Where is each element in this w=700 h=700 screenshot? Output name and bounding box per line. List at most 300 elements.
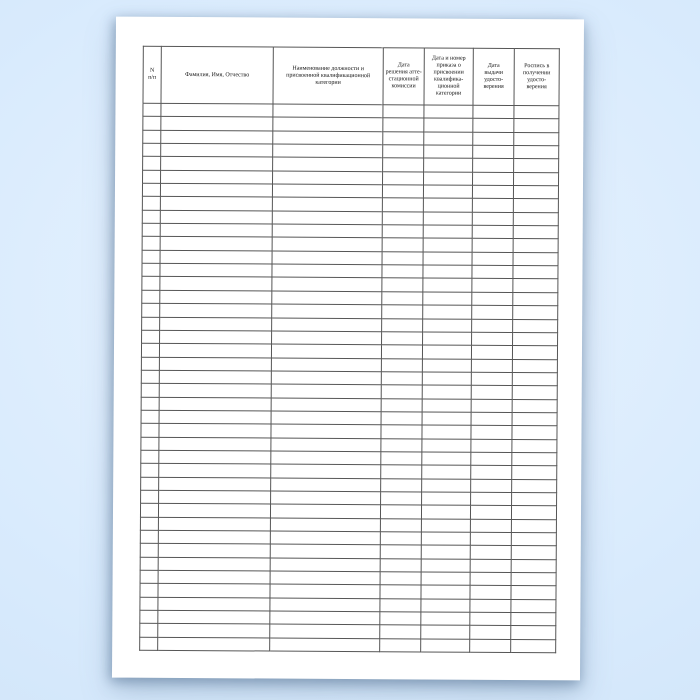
table-cell: [273, 144, 383, 158]
table-cell: [142, 303, 160, 316]
table-cell: [473, 105, 514, 119]
table-cell: [470, 546, 511, 560]
table-cell: [511, 546, 556, 560]
table-cell: [160, 250, 272, 264]
table-cell: [140, 624, 158, 637]
table-cell: [270, 624, 380, 638]
table-cell: [472, 225, 513, 239]
table-cell: [512, 452, 557, 466]
table-cell: [380, 558, 421, 572]
table-cell: [159, 464, 271, 478]
table-cell: [161, 157, 273, 171]
table-cell: [142, 237, 160, 250]
table-cell: [471, 439, 512, 453]
table-cell: [421, 519, 470, 533]
table-cell: [421, 599, 470, 613]
table-header: [143, 46, 559, 106]
table-cell: [142, 277, 160, 290]
table-cell: [514, 106, 559, 120]
table-cell: [470, 612, 511, 626]
table-cell: [471, 399, 512, 413]
table-cell: [158, 517, 270, 531]
table-cell: [271, 438, 381, 452]
table-cell: [380, 505, 421, 519]
table-cell: [512, 372, 557, 386]
table-cell: [141, 450, 159, 463]
table-cell: [423, 318, 472, 332]
table-cell: [158, 610, 270, 624]
table-cell: [142, 210, 160, 223]
table-cell: [421, 559, 470, 573]
table-cell: [272, 318, 382, 332]
table-cell: [272, 224, 382, 238]
table-cell: [423, 225, 472, 239]
table-cell: [513, 266, 558, 280]
table-cell: [424, 158, 473, 172]
table-cell: [471, 412, 512, 426]
table-cell: [273, 117, 383, 131]
table-cell: [158, 557, 270, 571]
table-cell: [470, 519, 511, 533]
table-cell: [159, 490, 271, 504]
table-cell: [424, 172, 473, 186]
table-cell: [473, 145, 514, 159]
table-cell: [159, 384, 271, 398]
table-cell: [381, 425, 422, 439]
table-cell: [512, 399, 557, 413]
table-cell: [159, 357, 271, 371]
table-cell: [423, 332, 472, 346]
table-cell: [381, 478, 422, 492]
table-cell: [143, 143, 161, 156]
table-cell: [472, 332, 513, 346]
table-cell: [512, 426, 557, 440]
table-cell: [424, 145, 473, 159]
table-cell: [513, 226, 558, 240]
table-cell: [382, 251, 423, 265]
table-cell: [161, 143, 273, 157]
table-cell: [422, 399, 471, 413]
table-cell: [271, 358, 381, 372]
table-cell: [513, 279, 558, 293]
table-cell: [160, 210, 272, 224]
table-cell: [160, 277, 272, 291]
table-cell: [472, 319, 513, 333]
table-cell: [270, 611, 380, 625]
table-cell: [513, 319, 558, 333]
table-cell: [472, 239, 513, 253]
table-cell: [422, 465, 471, 479]
table-cell: [422, 425, 471, 439]
table-cell: [272, 331, 382, 345]
table-cell: [513, 306, 558, 320]
table-cell: [140, 637, 158, 650]
table-cell: [142, 197, 160, 210]
table-cell: [380, 638, 421, 652]
table-cell: [471, 345, 512, 359]
table-cell: [159, 450, 271, 464]
table-cell: [381, 465, 422, 479]
table-cell: [270, 558, 380, 572]
table-cell: [143, 130, 161, 143]
table-cell: [143, 170, 161, 183]
table-cell: [471, 466, 512, 480]
table-cell: [511, 533, 556, 547]
table-cell: [159, 410, 271, 424]
table-cell: [422, 439, 471, 453]
table-cell: [158, 530, 270, 544]
table-cell: [382, 318, 423, 332]
table-cell: [159, 397, 271, 411]
table-cell: [143, 103, 161, 116]
table-cell: [511, 639, 556, 653]
table-cell: [140, 544, 158, 557]
table-cell: [158, 584, 270, 598]
table-cell: [142, 330, 160, 343]
table-cell: [380, 545, 421, 559]
table-cell: [423, 212, 472, 226]
table-cell: [472, 265, 513, 279]
table-cell: [514, 119, 559, 133]
table-cell: [512, 386, 557, 400]
table-cell: [472, 172, 513, 186]
table-cell: [423, 265, 472, 279]
table-cell: [141, 343, 159, 356]
table-cell: [513, 172, 558, 186]
table-cell: [513, 212, 558, 226]
table-cell: [382, 305, 423, 319]
table-cell: [141, 370, 159, 383]
table-cell: [160, 304, 272, 318]
table-cell: [160, 237, 272, 251]
table-cell: [270, 504, 380, 518]
table-cell: [470, 586, 511, 600]
table-cell: [272, 264, 382, 278]
table-row: [140, 637, 556, 653]
table-cell: [271, 371, 381, 385]
table-cell: [422, 372, 471, 386]
table-cell: [511, 613, 556, 627]
attestation-table: [139, 46, 560, 654]
table-cell: [140, 557, 158, 570]
table-cell: [272, 278, 382, 292]
table-cell: [382, 198, 423, 212]
table-cell: [383, 118, 424, 132]
table-cell: [424, 118, 473, 132]
table-cell: [141, 397, 159, 410]
table-cell: [380, 625, 421, 639]
table-cell: [472, 305, 513, 319]
table-cell: [270, 571, 380, 585]
table-cell: [422, 358, 471, 372]
table-cell: [472, 185, 513, 199]
table-cell: [160, 290, 272, 304]
table-cell: [142, 223, 160, 236]
table-cell: [470, 532, 511, 546]
table-cell: [271, 384, 381, 398]
table-cell: [270, 598, 380, 612]
table-cell: [514, 132, 559, 146]
table-cell: [381, 345, 422, 359]
table-cell: [423, 305, 472, 319]
table-cell: [512, 412, 557, 426]
table-cell: [511, 519, 556, 533]
table-cell: [473, 119, 514, 133]
table-cell: [272, 251, 382, 265]
table-cell: [140, 504, 158, 517]
table-cell: [380, 532, 421, 546]
table-cell: [470, 559, 511, 573]
table-cell: [271, 411, 381, 425]
table-cell: [473, 159, 514, 173]
table-cell: [141, 383, 159, 396]
table-cell: [159, 370, 271, 384]
table-cell: [513, 239, 558, 253]
table-cell: [513, 252, 558, 266]
table-cell: [158, 570, 270, 584]
table-cell: [140, 570, 158, 583]
table-cell: [160, 317, 272, 331]
table-cell: [383, 105, 424, 119]
table-cell: [512, 492, 557, 506]
table-cell: [273, 171, 383, 185]
table-cell: [140, 584, 158, 597]
header-row: [143, 46, 559, 106]
table-cell: [273, 104, 383, 118]
table-cell: [380, 598, 421, 612]
table-cell: [383, 131, 424, 145]
table-cell: [142, 290, 160, 303]
table-cell: [472, 252, 513, 266]
table-cell: [382, 185, 423, 199]
table-cell: [471, 452, 512, 466]
table-cell: [513, 332, 558, 346]
table-cell: [421, 625, 470, 639]
table-cell: [421, 572, 470, 586]
table-cell: [160, 183, 272, 197]
table-cell: [423, 198, 472, 212]
column-header-fio: Фамилия, Имя, Отчество: [161, 46, 273, 104]
table-cell: [381, 452, 422, 466]
table-cell: [382, 292, 423, 306]
table-cell: [513, 292, 558, 306]
table-cell: [512, 359, 557, 373]
column-header-num: N п/п: [143, 46, 161, 103]
table-cell: [470, 599, 511, 613]
table-cell: [383, 158, 424, 172]
table-cell: [421, 612, 470, 626]
table-cell: [271, 424, 381, 438]
table-cell: [270, 518, 380, 532]
table-cell: [512, 346, 557, 360]
table-cell: [158, 597, 270, 611]
table-cell: [270, 584, 380, 598]
table-cell: [140, 597, 158, 610]
table-cell: [272, 211, 382, 225]
table-cell: [382, 238, 423, 252]
table-cell: [161, 170, 273, 184]
column-header-commdate: Дата решения атте- стационной комиссии: [383, 48, 424, 105]
table-cell: [142, 263, 160, 276]
table-cell: [511, 599, 556, 613]
table-cell: [382, 278, 423, 292]
table-cell: [160, 263, 272, 277]
table-cell: [272, 237, 382, 251]
table-cell: [272, 291, 382, 305]
table-cell: [158, 637, 270, 651]
table-cell: [513, 199, 558, 213]
table-cell: [380, 612, 421, 626]
table-cell: [470, 572, 511, 586]
table-cell: [141, 490, 159, 503]
table-cell: [422, 492, 471, 506]
table-cell: [381, 438, 422, 452]
table-cell: [511, 586, 556, 600]
table-cell: [272, 197, 382, 211]
table-cell: [512, 479, 557, 493]
table-cell: [421, 585, 470, 599]
table-cell: [142, 183, 160, 196]
table-cell: [160, 330, 272, 344]
table-cell: [514, 146, 559, 160]
table-cell: [472, 279, 513, 293]
table-cell: [473, 132, 514, 146]
table-cell: [142, 250, 160, 263]
table-cell: [382, 211, 423, 225]
table-cell: [141, 464, 159, 477]
table-cell: [471, 385, 512, 399]
table-cell: [511, 573, 556, 587]
table-cell: [424, 132, 473, 146]
table-cell: [421, 545, 470, 559]
table-cell: [270, 544, 380, 558]
table-cell: [421, 639, 470, 653]
table-cell: [422, 452, 471, 466]
table-cell: [471, 359, 512, 373]
table-cell: [381, 492, 422, 506]
table-cell: [512, 466, 557, 480]
table-cell: [512, 439, 557, 453]
table-cell: [161, 130, 273, 144]
table-cell: [161, 117, 273, 131]
table-cell: [470, 626, 511, 640]
table-cell: [472, 212, 513, 226]
table-cell: [380, 518, 421, 532]
table-cell: [471, 426, 512, 440]
table-cell: [472, 199, 513, 213]
table-cell: [383, 145, 424, 159]
table-cell: [381, 372, 422, 386]
table-cell: [511, 626, 556, 640]
table-cell: [381, 358, 422, 372]
table-cell: [140, 530, 158, 543]
table-cell: [470, 639, 511, 653]
table-cell: [271, 344, 381, 358]
table-cell: [272, 304, 382, 318]
table-cell: [383, 171, 424, 185]
table-cell: [158, 544, 270, 558]
table-cell: [161, 103, 273, 117]
column-header-sign: Роспись в получении удосто- верения: [514, 49, 559, 106]
table-cell: [424, 105, 473, 119]
table-cell: [141, 423, 159, 436]
column-header-issuedate: Дата выдачи удосто- верения: [473, 48, 514, 105]
table-cell: [511, 559, 556, 573]
table-cell: [143, 117, 161, 130]
table-cell: [423, 292, 472, 306]
table-cell: [423, 238, 472, 252]
table-cell: [472, 292, 513, 306]
table-cell: [470, 506, 511, 520]
table-cell: [514, 159, 559, 173]
table-cell: [140, 517, 158, 530]
table-cell: [271, 491, 381, 505]
table-cell: [273, 157, 383, 171]
table-cell: [270, 638, 380, 652]
table-cell: [141, 437, 159, 450]
table-cell: [271, 464, 381, 478]
table-cell: [381, 398, 422, 412]
column-header-order: Дата и номер приказа о присвоении квалифика- ционной категории: [424, 48, 473, 105]
table-cell: [271, 451, 381, 465]
table-cell: [381, 412, 422, 426]
table-cell: [270, 531, 380, 545]
column-header-position: Наименование должности и присвоенной квалификационной категории: [273, 47, 383, 105]
table-cell: [423, 278, 472, 292]
table-body: [140, 103, 559, 653]
table-cell: [159, 344, 271, 358]
table-cell: [141, 477, 159, 490]
table-cell: [272, 184, 382, 198]
table-cell: [273, 131, 383, 145]
table-cell: [422, 479, 471, 493]
table-cell: [140, 610, 158, 623]
table-cell: [380, 585, 421, 599]
table-cell: [142, 317, 160, 330]
table-cell: [160, 197, 272, 211]
table-cell: [271, 398, 381, 412]
table-cell: [380, 572, 421, 586]
table-cell: [158, 504, 270, 518]
table-cell: [471, 492, 512, 506]
table-cell: [160, 223, 272, 237]
table-cell: [158, 624, 270, 638]
table-cell: [141, 357, 159, 370]
table-cell: [422, 412, 471, 426]
table-cell: [382, 225, 423, 239]
table-cell: [423, 185, 472, 199]
table-cell: [422, 385, 471, 399]
table-cell: [382, 265, 423, 279]
table-cell: [159, 437, 271, 451]
table-cell: [421, 505, 470, 519]
table-cell: [382, 332, 423, 346]
table-cell: [422, 345, 471, 359]
table-cell: [423, 252, 472, 266]
table-cell: [421, 532, 470, 546]
table-cell: [143, 157, 161, 170]
table-cell: [381, 385, 422, 399]
table-cell: [159, 424, 271, 438]
table-cell: [471, 372, 512, 386]
table-cell: [513, 186, 558, 200]
table-cell: [271, 478, 381, 492]
table-cell: [141, 410, 159, 423]
table-cell: [159, 477, 271, 491]
table-cell: [471, 479, 512, 493]
document-page: [112, 17, 584, 681]
table-cell: [511, 506, 556, 520]
